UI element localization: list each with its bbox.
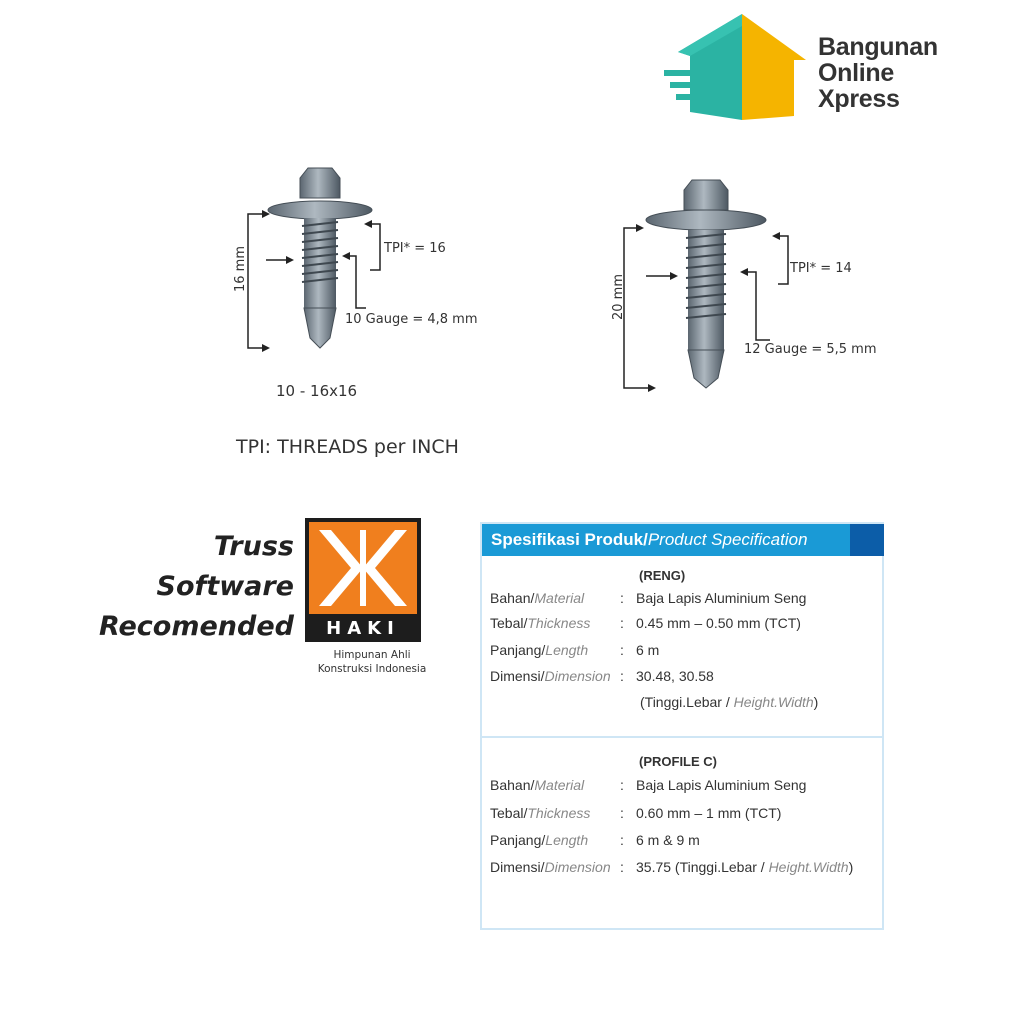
reng-heading: (RENG) xyxy=(639,568,686,583)
spec-header-tab xyxy=(850,524,884,556)
screw-large-gauge: 12 Gauge = 5,5 mm xyxy=(744,342,877,357)
reng-row: Tebal/Thickness : 0.45 mm – 0.50 mm (TCT) xyxy=(490,615,801,631)
profile-c-row: Dimensi/Dimension : 35.75 (Tinggi.Lebar / Height.Width) xyxy=(490,859,854,875)
truss-line-2: Software xyxy=(156,571,294,602)
screw-small-length: 16 mm xyxy=(233,245,248,292)
profile-c-heading: (PROFILE C) xyxy=(639,754,717,769)
spec-title-en: Product Specification xyxy=(647,530,808,549)
haki-caption xyxy=(302,648,442,676)
brand-line-3: Xpress xyxy=(818,85,900,113)
brand-line-2: Online xyxy=(818,59,894,87)
screw-small-model: 10 - 16x16 xyxy=(276,382,358,400)
truss-line-3: Recomended xyxy=(99,611,294,642)
screw-large-tpi: TPI* = 14 xyxy=(790,261,852,276)
reng-row: Bahan/Material : Baja Lapis Aluminium Seng xyxy=(490,590,807,606)
brand-line-1: Bangunan xyxy=(818,33,938,61)
reng-dimension-extra: (Tinggi.Lebar / Height.Width) xyxy=(640,694,819,710)
tpi-note: TPI: THREADS per INCH xyxy=(236,436,459,458)
screw-small-diagram xyxy=(230,160,500,360)
spec-title-id: Spesifikasi Produk/ xyxy=(491,530,648,549)
screw-small-tpi: TPI* = 16 xyxy=(384,241,446,256)
product-spec-panel xyxy=(480,522,884,930)
haki-name: HAKI xyxy=(326,618,400,639)
reng-row: Dimensi/Dimension : 30.48, 30.58 xyxy=(490,668,714,684)
spec-divider xyxy=(482,736,882,738)
brand-logo-icon xyxy=(660,12,810,124)
profile-c-row: Panjang/Length : 6 m & 9 m xyxy=(490,832,700,848)
screw-large-length: 20 mm xyxy=(611,273,626,320)
truss-line-1: Truss xyxy=(213,531,294,562)
profile-c-row: Bahan/Material : Baja Lapis Aluminium Seng xyxy=(490,777,807,793)
reng-row: Panjang/Length : 6 m xyxy=(490,642,660,658)
profile-c-row: Tebal/Thickness : 0.60 mm – 1 mm (TCT) xyxy=(490,805,782,821)
truss-software-text xyxy=(74,527,294,647)
haki-logo xyxy=(305,518,421,642)
screw-small-gauge: 10 Gauge = 4,8 mm xyxy=(345,312,478,327)
haki-caption-1: Himpunan Ahli xyxy=(333,649,411,661)
haki-caption-2: Konstruksi Indonesia xyxy=(317,663,427,675)
screw-large-diagram xyxy=(610,172,890,402)
spec-header xyxy=(482,524,850,556)
brand-name xyxy=(818,34,938,112)
